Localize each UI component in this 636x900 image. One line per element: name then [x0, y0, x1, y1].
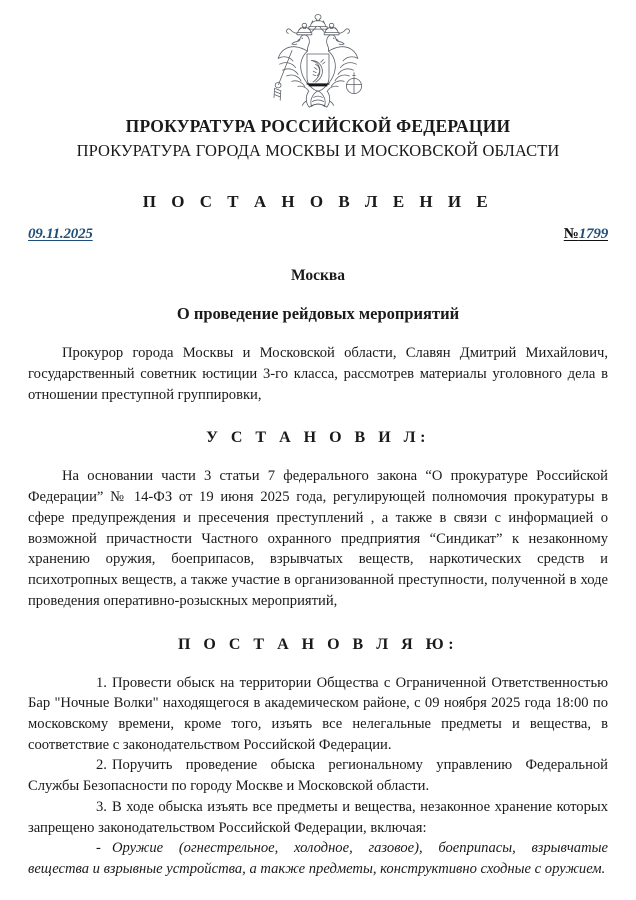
resolution-item: [28, 755, 608, 796]
resolution-item-marker: 3.: [96, 798, 107, 815]
resolution-item-marker: 2.: [96, 757, 107, 774]
resolution-item-text: Оружие (огнестрельное, холодное, газовое), боеприпасы, взрывчатые вещества и взрывные устройства, а также предметы, конструктивно сходные с оружием.: [28, 840, 608, 877]
resolution-item-text: В ходе обыска изъять все предметы и вещества, незаконное хранение которых запрещено законодательством Российской Федерации, включая:: [28, 798, 608, 836]
document-type-heading: П О С Т А Н О В Л Е Н И Е: [142, 192, 494, 212]
resolution-item-text: Поручить проведение обыска региональному управлению Федеральной Службы Безопасности по городу Москве и Московской области.: [28, 757, 608, 795]
preamble-paragraph: Прокурор города Москвы и Московской области, Славян Дмитрий Михайлович, государственный советник юстиции 3-го класса, рассмотрев материалы уголовного дела в отношении преступной группировки,: [28, 345, 608, 403]
established-body-paragraph: На основании части 3 статьи 7 федерального закона “О прокуратуре Российской Федерации” № 14-ФЗ от 19 июня 2025 года, регулирующей полномочия прокуратуры в сфере предупреждения и пресечения преступлений , а также в связи с информацией о возможной причастности Частного охранного предприятия “Синдикат” к незаконному хранению оружия, боеприпасов, взрывчатых веществ, наркотических средств и психотропных веществ, а также участие в организованной преступности, полученной в ходе проведения оперативно-розыскных мероприятий,: [28, 468, 608, 609]
city-label: Москва: [290, 267, 346, 285]
org-subtitle: ПРОКУРАТУРА ГОРОДА МОСКВЫ И МОСКОВСКОЙ ОБЛАСТИ: [76, 140, 560, 160]
org-title: ПРОКУРАТУРА РОССИЙСКОЙ ФЕДЕРАЦИИ: [125, 116, 511, 136]
heading-resolved: П О С Т А Н О В Л Я Ю:: [177, 635, 459, 653]
document-subject: О проведение рейдовых мероприятий: [176, 304, 460, 324]
heading-established: У С Т А Н О В И Л:: [206, 429, 430, 447]
resolution-item: [28, 838, 608, 879]
document-number-value: 1799: [578, 226, 608, 243]
russian-coat-of-arms-icon: [262, 10, 374, 116]
document-date: 09.11.2025: [28, 226, 93, 243]
coat-of-arms-container: [28, 0, 608, 112]
resolution-item-marker: -: [96, 840, 101, 857]
resolution-item: [28, 797, 608, 838]
document-meta-row: [28, 226, 608, 243]
document-number: [564, 226, 608, 243]
resolution-item: [28, 673, 608, 756]
document-number-prefix: №: [563, 226, 579, 243]
resolution-item-text: Провести обыск на территории Общества с Ограниченной Ответственностью Бар "Ночные Волки" находящегося в академическом районе, с 09 ноября 2025 года 18:00 по московскому времени, кроме того, изъять все нелегальные предметы и вещества, в соответствие с законодательством Российской Федерации.: [28, 674, 608, 753]
resolution-item-marker: 1.: [96, 674, 107, 691]
